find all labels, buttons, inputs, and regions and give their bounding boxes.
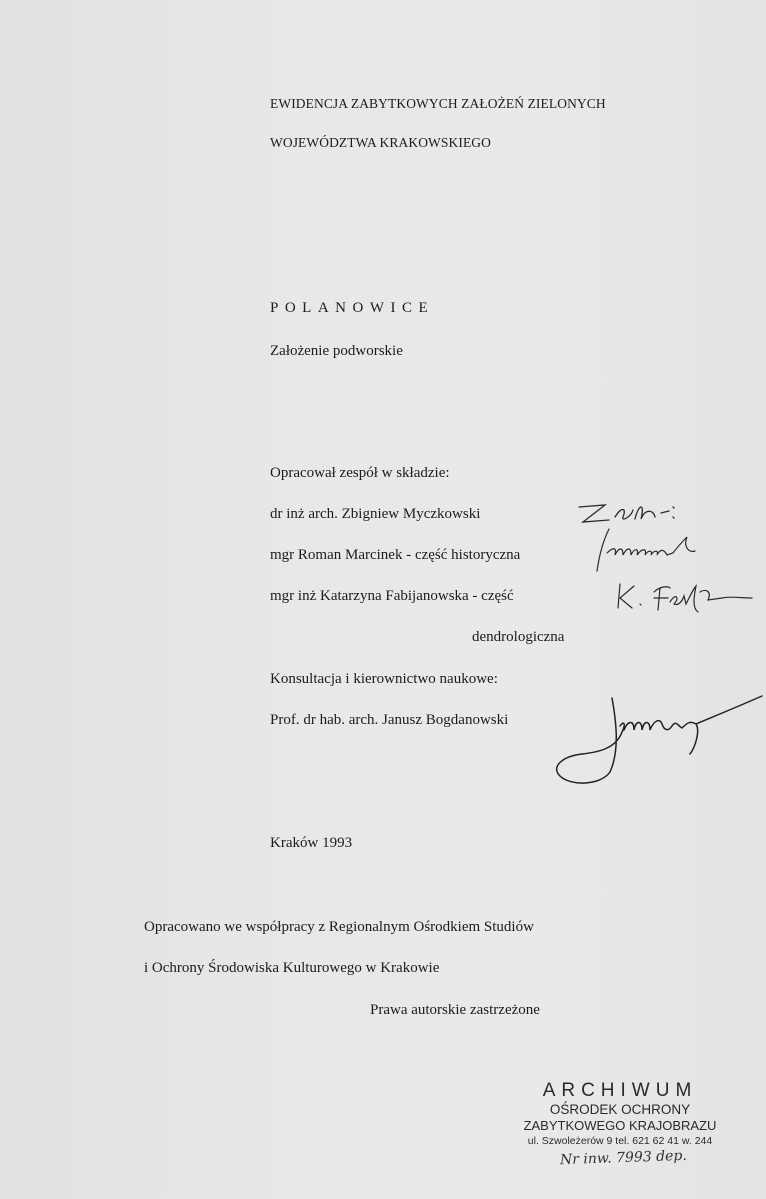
- stamp-institution-line-2: ZABYTKOWEGO KRAJOBRAZU: [523, 1118, 717, 1133]
- signature-marcinek: [595, 525, 715, 575]
- stamp-archive-title: ARCHIWUM: [542, 1080, 698, 1101]
- signature-fabijanowska: [612, 578, 757, 618]
- consultant-name: Prof. dr hab. arch. Janusz Bogdanowski: [270, 712, 509, 728]
- copyright-notice: Prawa autorskie zastrzeżone: [370, 1002, 540, 1018]
- team-member-3: mgr inż Katarzyna Fabijanowska - część: [270, 588, 514, 604]
- document-subtitle: Założenie podworskie: [270, 343, 403, 359]
- footer-line-2: i Ochrony Środowiska Kulturowego w Krakowie: [144, 960, 440, 976]
- team-member-1: dr inż arch. Zbigniew Myczkowski: [270, 506, 481, 522]
- footer-line-1: Opracowano we współpracy z Regionalnym Ośrodkiem Studiów: [144, 919, 534, 935]
- team-member-3-continued: dendrologiczna: [472, 629, 565, 645]
- consultation-heading: Konsultacja i kierownictwo naukowe:: [270, 671, 498, 687]
- stamp-institution-line-1: OŚRODEK OCHRONY: [549, 1102, 691, 1117]
- team-member-2: mgr Roman Marcinek - część historyczna: [270, 547, 521, 563]
- archive-stamp: [510, 1080, 730, 1149]
- team-heading: Opracował zespół w składzie:: [270, 465, 450, 481]
- place-and-date: Kraków 1993: [270, 835, 353, 851]
- stamp-address: ul. Szwoleżerów 9 tel. 621 62 41 w. 244: [527, 1135, 713, 1147]
- handwritten-inventory-note: Nr inw. 7993 dep.: [559, 1147, 688, 1169]
- header-line-1: EWIDENCJA ZABYTKOWYCH ZAŁOŻEŃ ZIELONYCH: [270, 96, 606, 111]
- signature-bogdanowski: [550, 690, 765, 790]
- place-title: POLANOWICE: [270, 300, 435, 316]
- header-line-2: WOJEWÓDZTWA KRAKOWSKIEGO: [270, 135, 491, 150]
